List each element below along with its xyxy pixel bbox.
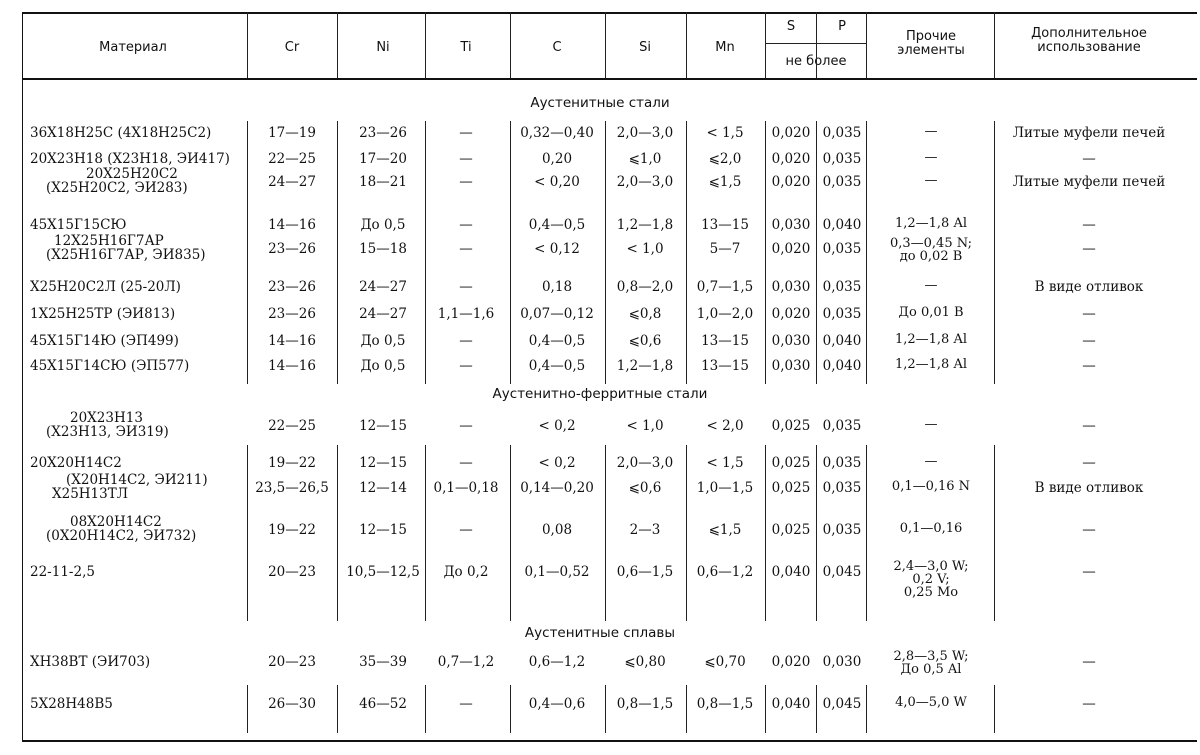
cell-mn: 0,6—1,2 [696, 564, 754, 580]
column-divider [866, 12, 867, 78]
cell-si: 1,2—1,8 [616, 358, 674, 374]
cell-mn: 13—15 [701, 358, 749, 374]
material-name: Х25Н20С2Л (25-20Л) [30, 279, 181, 295]
column-divider [605, 121, 606, 384]
cell-c: 0,6—1,2 [528, 654, 586, 670]
material-name: 36Х18Н25С (4Х18Н25С2) [30, 125, 212, 141]
header-s: S [786, 19, 796, 34]
column-divider [816, 685, 817, 733]
column-divider [994, 685, 995, 733]
material-name: 20Х23Н13 [70, 410, 143, 426]
cell-c: < 0,12 [534, 241, 580, 257]
column-divider [247, 445, 248, 621]
cell-extra: — [1082, 306, 1096, 322]
cell-si: 0,8—2,0 [616, 279, 674, 295]
header-si: Si [639, 40, 651, 55]
cell-c: < 0,2 [538, 455, 576, 471]
cell-cr: 26—30 [268, 696, 316, 712]
column-divider [247, 685, 248, 733]
column-divider [866, 685, 867, 733]
cell-mn: 0,8—1,5 [696, 696, 754, 712]
cell-ti: — [459, 358, 473, 374]
cell-p: 0,035 [822, 125, 862, 141]
cell-si: ⩽0,80 [624, 654, 666, 670]
cell-s: 0,020 [771, 151, 811, 167]
cell-extra: — [1082, 564, 1096, 580]
cell-ni: 46—52 [359, 696, 407, 712]
cell-si: 0,8—1,5 [616, 696, 674, 712]
material-name: 20Х25Н20С2 [86, 166, 178, 182]
cell-cr: 14—16 [268, 333, 316, 349]
cell-p: 0,030 [822, 654, 862, 670]
cell-extra: — [1082, 522, 1096, 538]
material-name: 20Х23Н18 (Х23Н18, ЭИ417) [30, 151, 230, 167]
cell-c: 0,14—0,20 [520, 480, 594, 496]
cell-cr: 19—22 [268, 455, 316, 471]
cell-s: 0,020 [771, 241, 811, 257]
column-divider [816, 121, 817, 384]
column-divider [337, 12, 338, 78]
cell-si: 0,6—1,5 [616, 564, 674, 580]
cell-ti: — [459, 455, 473, 471]
cell-s: 0,040 [771, 564, 811, 580]
cell-other: 0,2 V; [912, 572, 950, 587]
cell-mn: < 2,0 [706, 418, 744, 434]
material-name-alt: (0Х20Н14С2, ЭИ732) [46, 528, 197, 544]
cell-si: ⩽0,6 [628, 333, 662, 349]
cell-ni: 12—15 [359, 418, 407, 434]
section-title: Аустенитно-ферритные стали [492, 386, 708, 402]
material-name-alt: Х25Н13ТЛ [52, 486, 129, 502]
cell-s: 0,040 [771, 696, 811, 712]
cell-s: 0,030 [771, 217, 811, 233]
cell-ni: 18—21 [359, 174, 407, 190]
cell-other: 4,0—5,0 W [895, 695, 967, 710]
cell-s: 0,025 [771, 418, 811, 434]
cell-cr: 14—16 [268, 217, 316, 233]
cell-ni: 23—26 [359, 125, 407, 141]
cell-p: 0,035 [822, 480, 862, 496]
cell-s: 0,030 [771, 358, 811, 374]
cell-extra: — [1082, 241, 1096, 257]
cell-ti: — [459, 125, 473, 141]
cell-extra: — [1082, 151, 1096, 167]
cell-si: 2,0—3,0 [616, 125, 674, 141]
column-divider [425, 685, 426, 733]
column-divider [816, 12, 817, 78]
cell-extra: Литые муфели печей [1012, 125, 1166, 141]
cell-si: ⩽0,8 [628, 306, 662, 322]
cell-cr: 17—19 [268, 125, 316, 141]
cell-c: 0,4—0,6 [528, 696, 586, 712]
material-name: ХН38ВТ (ЭИ703) [30, 654, 151, 670]
cell-si: < 1,0 [626, 418, 664, 434]
column-divider [337, 445, 338, 621]
header-cr: Cr [284, 40, 300, 55]
cell-si: 2—3 [629, 522, 661, 538]
cell-s: 0,020 [771, 125, 811, 141]
column-divider [686, 685, 687, 733]
cell-other: — [924, 124, 938, 139]
column-divider [425, 121, 426, 384]
section-title: Аустенитные стали [530, 95, 670, 111]
cell-s: 0,030 [771, 279, 811, 295]
cell-extra: — [1082, 455, 1096, 471]
cell-c: < 0,20 [534, 174, 580, 190]
column-divider [994, 12, 995, 78]
column-divider [866, 445, 867, 621]
column-divider [337, 685, 338, 733]
cell-ni: До 0,5 [360, 217, 406, 233]
material-name: 08Х20Н14С2 [70, 514, 162, 530]
cell-cr: 22—25 [268, 418, 316, 434]
cell-s: 0,025 [771, 455, 811, 471]
cell-cr: 23,5—26,5 [255, 480, 329, 496]
header-other-line1: Прочие [905, 29, 957, 44]
cell-c: < 0,2 [538, 418, 576, 434]
cell-extra: — [1082, 696, 1096, 712]
cell-ti: 0,1—0,18 [433, 480, 499, 496]
cell-cr: 20—23 [268, 564, 316, 580]
cell-other: 0,25 Mo [903, 585, 959, 600]
cell-mn: < 1,5 [706, 125, 744, 141]
material-name-alt: (Х25Н16Г7АР, ЭИ835) [46, 247, 206, 263]
cell-other: до 0,02 В [899, 249, 963, 264]
column-divider [510, 121, 511, 384]
cell-cr: 22—25 [268, 151, 316, 167]
cell-mn: 1,0—1,5 [696, 480, 754, 496]
cell-other: — [924, 278, 938, 293]
cell-mn: ⩽2,0 [708, 151, 742, 167]
cell-ni: 17—20 [359, 151, 407, 167]
cell-p: 0,035 [822, 306, 862, 322]
cell-mn: ⩽0,70 [704, 654, 746, 670]
cell-si: ⩽0,6 [628, 480, 662, 496]
cell-cr: 20—23 [268, 654, 316, 670]
column-divider [866, 121, 867, 384]
cell-other: 0,1—0,16 [899, 521, 963, 536]
cell-mn: ⩽1,5 [708, 174, 742, 190]
cell-p: 0,035 [822, 522, 862, 538]
cell-si: < 1,0 [626, 241, 664, 257]
cell-mn: 13—15 [701, 333, 749, 349]
cell-other: — [924, 173, 938, 188]
column-divider [425, 12, 426, 78]
cell-c: 0,1—0,52 [524, 564, 590, 580]
cell-ni: 35—39 [359, 654, 407, 670]
table-top-border [22, 12, 1197, 14]
header-extra-line1: Дополнительное [1031, 26, 1147, 41]
cell-ti: — [459, 151, 473, 167]
column-divider [605, 685, 606, 733]
material-name: 20Х20Н14С2 [30, 455, 122, 471]
cell-extra: — [1082, 217, 1096, 233]
header-extra-line2: использование [1037, 40, 1141, 55]
cell-s: 0,030 [771, 333, 811, 349]
cell-other: До 0,5 Al [900, 662, 962, 677]
material-name-alt: (Х25Н20С2, ЭИ283) [46, 180, 188, 196]
cell-si: ⩽1,0 [628, 151, 662, 167]
cell-mn: 1,0—2,0 [696, 306, 754, 322]
cell-p: 0,035 [822, 241, 862, 257]
section-title: Аустенитные сплавы [524, 625, 676, 641]
cell-si: 2,0—3,0 [616, 455, 674, 471]
cell-p: 0,040 [822, 333, 862, 349]
cell-other: 0,1—0,16 N [891, 479, 971, 494]
column-divider [247, 12, 248, 78]
cell-mn: 13—15 [701, 217, 749, 233]
cell-mn: 5—7 [709, 241, 741, 257]
cell-ti: — [459, 418, 473, 434]
cell-extra: — [1082, 333, 1096, 349]
cell-p: 0,035 [822, 151, 862, 167]
column-divider [247, 121, 248, 384]
cell-cr: 24—27 [268, 174, 316, 190]
material-name: 22-11-2,5 [30, 564, 95, 580]
header-ni: Ni [376, 40, 390, 55]
cell-c: 0,4—0,5 [528, 217, 586, 233]
cell-cr: 23—26 [268, 241, 316, 257]
header-bottom-border [22, 78, 1197, 80]
table-bottom-border [22, 740, 1197, 742]
header-material: Материал [99, 40, 167, 55]
cell-c: 0,4—0,5 [528, 333, 586, 349]
cell-p: 0,040 [822, 217, 862, 233]
cell-si: 1,2—1,8 [616, 217, 674, 233]
cell-ti: — [459, 522, 473, 538]
cell-ti: До 0,2 [443, 564, 489, 580]
cell-ni: 12—14 [359, 480, 407, 496]
cell-other: — [924, 150, 938, 165]
cell-mn: < 1,5 [706, 455, 744, 471]
cell-ti: 0,7—1,2 [437, 654, 495, 670]
cell-c: 0,07—0,12 [520, 306, 594, 322]
column-divider [686, 12, 687, 78]
column-divider [816, 445, 817, 621]
cell-ni: 15—18 [359, 241, 407, 257]
material-name: 5Х28Н48В5 [30, 696, 113, 712]
material-name: 45Х15Г14СЮ (ЭП577) [30, 358, 190, 374]
cell-p: 0,040 [822, 358, 862, 374]
cell-other: До 0,01 В [898, 305, 964, 320]
column-divider [337, 121, 338, 384]
cell-s: 0,025 [771, 480, 811, 496]
cell-ti: — [459, 241, 473, 257]
column-divider [605, 445, 606, 621]
header-c: C [552, 40, 562, 55]
cell-other: — [924, 417, 938, 432]
column-divider [510, 685, 511, 733]
material-name: (Х20Н14С2, ЭИ211) [66, 472, 208, 488]
cell-ti: — [459, 696, 473, 712]
cell-other: — [924, 454, 938, 469]
cell-cr: 23—26 [268, 279, 316, 295]
cell-c: 0,18 [541, 279, 573, 295]
header-other-line2: элементы [897, 43, 965, 58]
column-divider [510, 12, 511, 78]
cell-extra: — [1082, 654, 1096, 670]
cell-ti: — [459, 217, 473, 233]
cell-extra: В виде отливок [1034, 279, 1144, 295]
cell-ni: 24—27 [359, 306, 407, 322]
cell-mn: 0,7—1,5 [696, 279, 754, 295]
cell-extra: — [1082, 358, 1096, 374]
column-divider [994, 121, 995, 384]
column-divider [765, 121, 766, 384]
cell-other: 1,2—1,8 Al [894, 332, 968, 347]
cell-s: 0,020 [771, 654, 811, 670]
cell-ni: 10,5—12,5 [346, 564, 420, 580]
header-mn: Mn [715, 40, 735, 55]
cell-ni: До 0,5 [360, 358, 406, 374]
cell-ni: До 0,5 [360, 333, 406, 349]
header-p: P [838, 19, 846, 34]
cell-mn: ⩽1,5 [708, 522, 742, 538]
cell-p: 0,035 [822, 279, 862, 295]
cell-s: 0,020 [771, 174, 811, 190]
cell-s: 0,025 [771, 522, 811, 538]
cell-extra: Литые муфели печей [1012, 174, 1166, 190]
column-divider [765, 445, 766, 621]
cell-cr: 14—16 [268, 358, 316, 374]
column-divider [605, 12, 606, 78]
column-divider [510, 445, 511, 621]
header-sp-subtitle: не более [785, 54, 847, 69]
cell-ti: — [459, 174, 473, 190]
cell-c: 0,32—0,40 [520, 125, 594, 141]
cell-other: 2,4—3,0 W; [893, 559, 969, 574]
cell-ti: — [459, 279, 473, 295]
header-ti: Ti [460, 40, 472, 55]
cell-p: 0,045 [822, 696, 862, 712]
cell-extra: — [1082, 418, 1096, 434]
material-name: 12Х25Н16Г7АР [54, 233, 164, 249]
cell-ti: 1,1—1,6 [437, 306, 495, 322]
cell-p: 0,035 [822, 174, 862, 190]
cell-c: 0,20 [541, 151, 573, 167]
cell-extra: В виде отливок [1034, 480, 1144, 496]
material-name: 45Х15Г14Ю (ЭП499) [30, 333, 179, 349]
column-divider [765, 12, 766, 78]
cell-ni: 24—27 [359, 279, 407, 295]
cell-cr: 19—22 [268, 522, 316, 538]
cell-other: 1,2—1,8 Al [894, 216, 968, 231]
column-divider [686, 445, 687, 621]
cell-p: 0,035 [822, 455, 862, 471]
column-divider [994, 445, 995, 621]
material-name: 45Х15Г15СЮ [30, 217, 127, 233]
cell-s: 0,020 [771, 306, 811, 322]
cell-cr: 23—26 [268, 306, 316, 322]
cell-other: 0,3—0,45 N; [889, 236, 973, 251]
cell-other: 1,2—1,8 Al [894, 357, 968, 372]
column-divider [425, 445, 426, 621]
cell-p: 0,045 [822, 564, 862, 580]
cell-other: 2,8—3,5 W; [893, 649, 969, 664]
column-divider [686, 121, 687, 384]
cell-ni: 12—15 [359, 455, 407, 471]
cell-p: 0,035 [822, 418, 862, 434]
material-name: 1Х25Н25ТР (ЭИ813) [30, 306, 176, 322]
cell-ni: 12—15 [359, 522, 407, 538]
cell-si: 2,0—3,0 [616, 174, 674, 190]
cell-ti: — [459, 333, 473, 349]
material-name-alt: (Х23Н13, ЭИ319) [46, 424, 169, 440]
cell-c: 0,08 [541, 522, 573, 538]
cell-c: 0,4—0,5 [528, 358, 586, 374]
column-divider [765, 685, 766, 733]
